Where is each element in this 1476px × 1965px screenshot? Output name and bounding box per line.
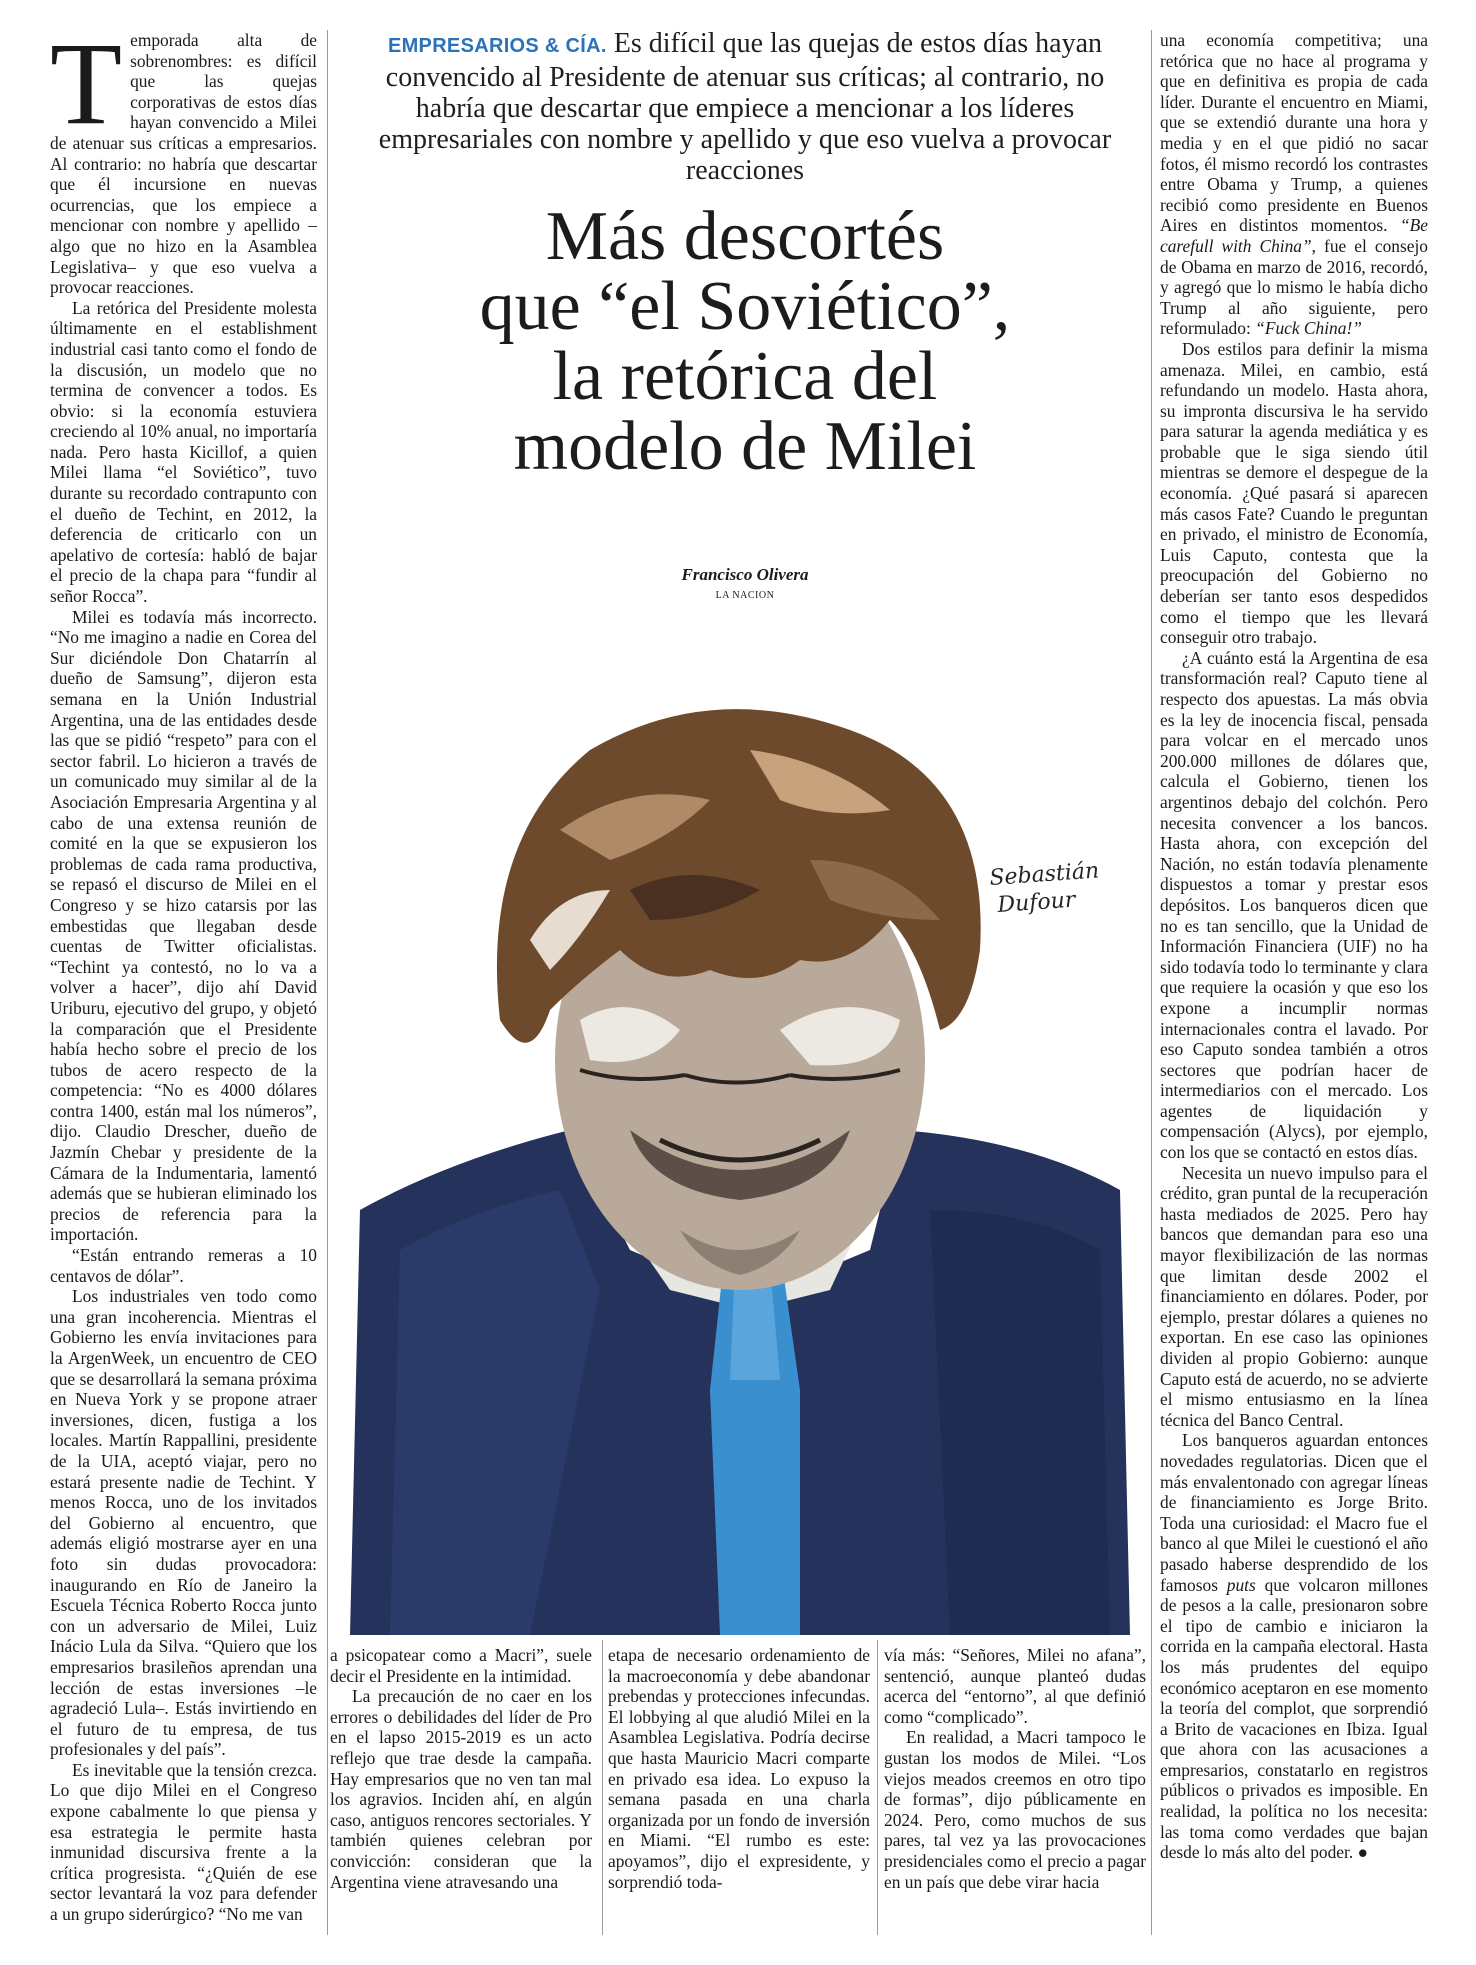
illustration — [330, 690, 1165, 1635]
column-rule-4 — [877, 1640, 878, 1935]
deck-text: Es difícil que las quejas de estos días hayan convencido al Presidente de atenuar sus críticas; al contrario, no habría que descartar que empiece a mencionar a los líderes empresariales con nombre y apellido y que eso vuelva a provocar reacciones — [378, 28, 1112, 186]
paragraph-5-text-b: que volcaron millones de pesos a la calle, presionaron sobre el tipo de cambio e iniciaron la corrida en la campaña electoral. Hasta los más prudentes del equipo económico aceptaron en ese momento la teoría del complot, que sorprendió a Brito de vacaciones en Ibiza. Igual que ahora con las acusaciones a empresarios, constatarlo en registros públicos o privados es imposible. En realidad, la política no los necesita: las toma como verdades que bajan desde lo más alto del poder. ● — [1160, 1574, 1428, 1863]
headline-line-1: Más descortés — [545, 198, 945, 275]
paragraph-3: ¿A cuánto está la Argentina de esa transformación real? Caputo tiene al respecto dos apuestas. La más obvia es la ley de inocencia fiscal, pensada para volcar en el mercado unos 200.000 millones de dólares que, calcula el Gobierno, tienen los argentinos debajo del colchón. Pero necesita convencer a los bancos. Hasta ahora, con excepción del Nación, no están todavía plenamente dispuestos a tomar y prestar esos depósitos. Los banqueros dicen que no es tan sencillo, que la Unidad de Información Financiera (UIF) no ha sido todavía todo lo terminante y clara que requiere la ocasión y que eso los expone a incumplir normas internacionales contra el lavado. Por eso Caputo sondea también a otros sectores que podrían hacer de intermediarios con el mercado. Los agentes de liquidación y compensación (Alycs), por ejemplo, con los que se contactó en estos días. — [1160, 647, 1428, 1163]
paragraph-4: Necesita un nuevo impulso para el crédito, gran puntal de la recuperación hasta mediados de 2025. Pero hay bancos que demandan para eso una mayor flexibilización de las normas que limitan desde 2002 el financiamiento en dólares. Poder, por ejemplo, prestar dólares a quienes no exportan. En ese caso las opiniones dividen al propio Gobierno: aunque Caputo está de acuerdo, no se advierte el mismo entusiasmo en la línea técnica del Banco Central. — [1160, 1162, 1428, 1430]
quote-trump: “Fuck China!” — [1255, 318, 1362, 339]
byline-author: Francisco Olivera — [681, 565, 809, 584]
paragraph-1: etapa de necesario ordenamiento de la macroeconomía y debe abandonar prebendas y protecciones infecundas. El lobbying al que aludió Milei en la Asamblea Legislativa. Podría decirse que hasta Mauricio Macri comparte en privado esa idea. Lo expuso la semana pasada en una charla organizada por un fondo de inversión en Miami. “El rumbo es este: apoyamos”, dijo el expresidente, y sorprendió toda- — [608, 1645, 870, 1892]
column-1 — [50, 18, 317, 1925]
paragraph-1-text-b: , fue el consejo de Obama en marzo de 2016, recordó, y agregó que lo mismo le había dicho Trump al año siguiente, pero reformulado: — [1160, 235, 1428, 339]
artist-signature-line-2: Dufour — [996, 887, 1077, 918]
headline-line-2: que “el Soviético”, — [479, 268, 1011, 345]
quote-obama: “Be carefull with China” — [1160, 215, 1428, 256]
section-tag: EMPRESARIOS & CÍA. — [387, 35, 607, 57]
paragraph-3: Milei es todavía más incorrecto. “No me imagino a nadie en Corea del Sur diciéndole Don Chatarrín al dueño de Samsung”, dijeron esta semana en la Unión Industrial Argentina, una de las entidades desde las que se pidió “respeto” para con el sector fabril. Lo hicieron a través de un comunicado muy similar al de la Asociación Empresaria Argentina y al cabo de una extensa reunión de comité en la que se expusieron los problemas de cada rama productiva, se repasó el discurso de Milei en el Congreso y se hizo catarsis por las embestidas que llegaban desde cuentas de Twitter oficialistas. “Techint ya contestó, no lo va a volver a hacer”, dijo ahí David Uriburu, ejecutivo del grupo, y objetó la comparación que el Presidente había hecho sobre el precio de los tubos de acero respecto de la competencia: “No es 4000 dólares contra 1400, están mal los números”, dijo. Claudio Drescher, dueño de Jazmín Chebar y presidente de la Cámara de la Indumentaria, lamentó además que se hubieran eliminado los precios de referencia para la importación. — [50, 606, 317, 1245]
column-2 — [330, 1645, 592, 1892]
paragraph-1-text: emporada alta de sobrenombres: es difícil que las quejas corporativas de estos días hayan convencido a Milei de atenuar sus críticas a empresarios. Al contrario: no habría que descartar que él incursione en nuevas ocurrencias, que los empiece a mencionar con nombre y apellido –algo que no hizo en la Asamblea Legislativa– y que eso vuelva a provocar reacciones. — [50, 30, 317, 298]
paragraph-2: Dos estilos para definir la misma amenaza. Milei, en cambio, está refundando un modelo. Hasta ahora, su impronta discursiva le ha servido para saturar la agenda mediática y es probable que le siga siendo útil mientras se demore el despegue de la economía. ¿Qué pasará si aparecen más casos Fate? Cuando le preguntan en privado, el ministro de Economía, Luis Caputo, contesta que la preocupación del Gobierno no deberían ser tanto esos despedidos como el tiempo que les llevará conseguir otro trabajo. — [1160, 338, 1428, 648]
paragraph-5: Los industriales ven todo como una gran incoherencia. Mientras el Gobierno les envía invitaciones para la ArgenWeek, un encuentro de CEO que se desarrollará la semana próxima en Nueva York y se propone atraer inversiones, dicen, fustiga a los locales. Martín Rappallini, presidente de la UIA, aceptó viajar, pero no estará presente nadie de Techint. Y menos Rocca, uno de los invitados del Gobierno al encuentro, que además eligió mostrarse ayer en una foto sin dudas provocadora: inaugurando en Río de Janeiro la Escuela Técnica Roberto Rocca junto con un adversario de Milei, Luiz Inácio Lula da Silva. “Quiero que los empresarios brasileños aprendan una lección de estas inversiones –le agradeció Lula–. Estás invirtiendo en el futuro de tu empresa, de tus profesionales y del país”. — [50, 1286, 317, 1760]
paragraph-2: La retórica del Presidente molesta últimamente en el establishment industrial casi tanto como el fondo de la discusión, un modelo que no termina de convencer a todos. Es obvio: si la economía estuviera creciendo al 10% anual, no importaría nada. Pero hasta Kicillof, a quien Milei llama “el Soviético”, tuvo durante su recordado contrapunto con el dueño de Techint, en 2012, la deferencia de criticarlo con un apelativo de cortesía: habló de bajar el precio de la chapa para “fundir al señor Rocca”. — [50, 297, 317, 607]
paragraph-1-text-a: una economía competitiva; una retórica que no hace al programa y que en definitiva es propia de cada líder. Durante el encuentro en Miami, que se extendió durante una hora y media y en el que pidió no sacar fotos, él mismo recordó los contrastes entre Obama y Trump, a quienes recibió como presidente en Buenos Aires en distintos momentos. — [1160, 30, 1428, 236]
paragraph-2: La precaución de no caer en los errores o debilidades del líder de Pro en el lapso 2015-2019 es un acto reflejo que trae desde la campaña. Hay empresarios que no ven tan mal los agravios. Inciden ahí, en algún caso, antiguos rencores sectoriales. Y también quienes celebran por convicción: consideran que la Argentina viene atravesando una — [330, 1686, 592, 1892]
column-rule-3 — [602, 1640, 603, 1935]
column-4 — [884, 1645, 1146, 1892]
paragraph-2: En realidad, a Macri tampoco le gustan los modos de Milei. “Los viejos meados creemos en otro tipo de formas”, dijo públicamente en 2024. Pero, como muchos de sus pares, tal vez ya las provocaciones presidenciales como el precio a pagar en un país que debe virar hacia — [884, 1727, 1146, 1892]
column-5 — [1160, 30, 1428, 1863]
kicker-deck — [355, 28, 1135, 186]
headline-line-3: la retórica del — [552, 338, 938, 415]
paragraph-5-text-a: Los banqueros aguardan entonces novedades regulatorias. Dicen que el más envalentonado con agregar líneas de financiamiento es Jorge Brito. Toda una curiosidad: el Macro fue el banco al que Milei le cuestionó el año pasado haberse desprendido de los famosos — [1160, 1430, 1428, 1595]
paragraph-1 — [1160, 30, 1428, 339]
headline — [355, 198, 1135, 485]
artist-signature-line-1: Sebastián — [988, 858, 1100, 891]
drop-cap: T — [50, 18, 123, 149]
headline-line-4: modelo de Milei — [513, 408, 977, 485]
paragraph-6: Es inevitable que la tensión crezca. Lo que dijo Milei en el Congreso expone cabalmente lo que piensa y esa estrategia le permite hasta inmunidad discursiva frente a la crítica progresista. “¿Quién de ese sector levantará la voz para defender a un grupo siderúrgico? “No me van — [50, 1759, 317, 1925]
paragraph-1 — [50, 18, 317, 298]
paragraph-1: a psicopatear como a Macri”, suele decir el Presidente en la intimidad. — [330, 1645, 592, 1686]
column-rule-1 — [327, 30, 328, 1935]
byline-source: LA NACION — [715, 590, 775, 601]
illustration-portrait — [330, 690, 1165, 1635]
term-puts: puts — [1226, 1574, 1256, 1595]
paragraph-4: “Están entrando remeras a 10 centavos de dólar”. — [50, 1245, 317, 1286]
paragraph-1: vía más: “Señores, Milei no afana”, sentenció, aunque planteó dudas acerca del “entorno”, al que definió como “complicado”. — [884, 1645, 1146, 1727]
paragraph-5 — [1160, 1430, 1428, 1862]
column-3 — [608, 1645, 870, 1892]
